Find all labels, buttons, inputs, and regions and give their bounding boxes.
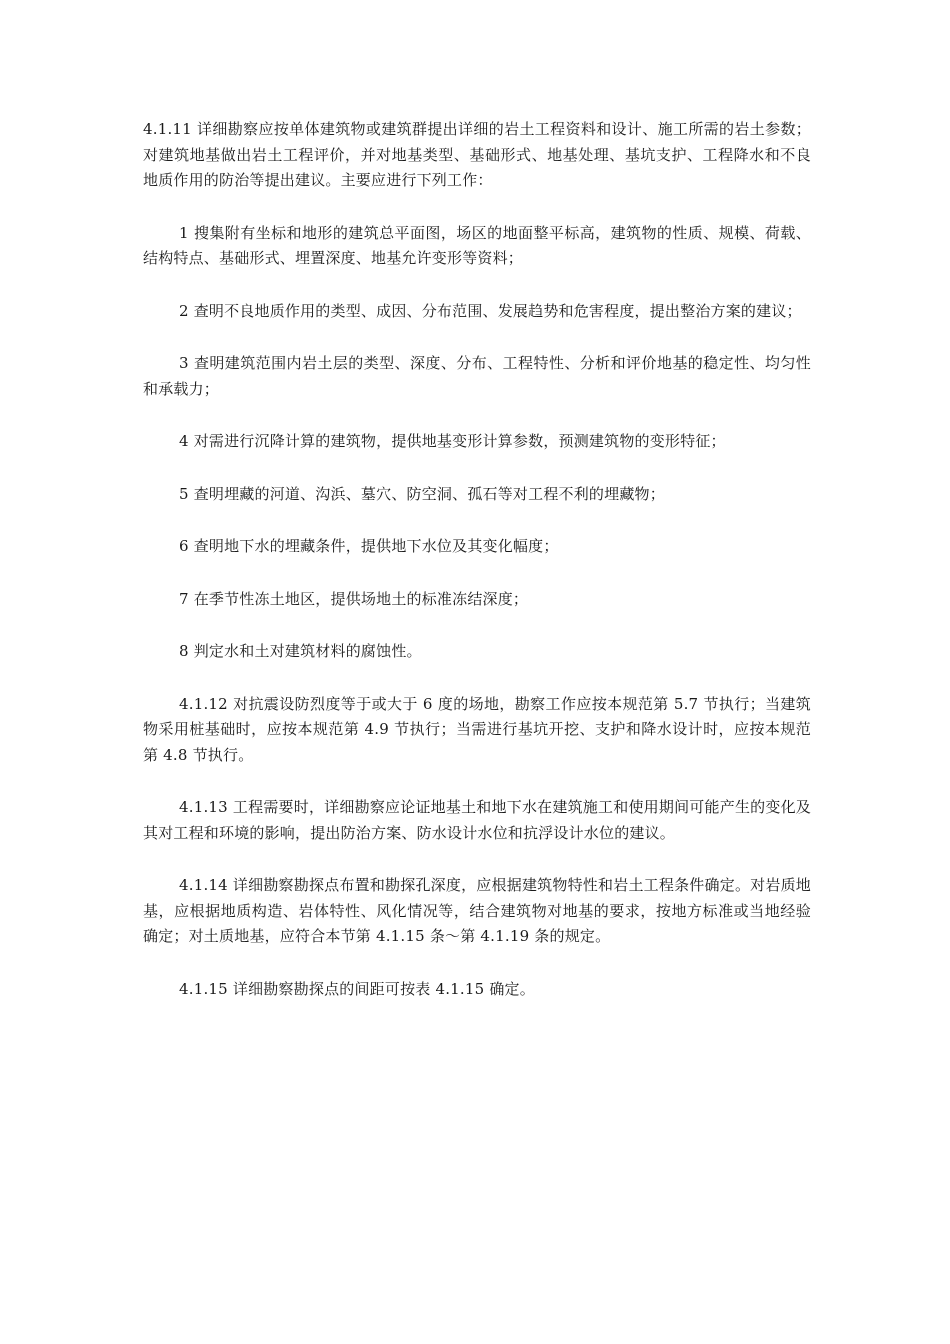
clause-4-1-15: 4.1.15 详细勘察勘探点的间距可按表 4.1.15 确定。: [179, 979, 535, 998]
list-item-4: 4 对需进行沉降计算的建筑物，提供地基变形计算参数，预测建筑物的变形特征；: [179, 432, 726, 450]
list-item-8: 8 判定水和土对建筑材料的腐蚀性。: [179, 642, 422, 660]
document-body: [143, 117, 811, 1029]
clause-4-1-11: 4.1.11 详细勘察应按单体建筑物或建筑群提出详细的岩土工程资料和设计、施工所需的岩土参数；对建筑地基做出岩土工程评价，并对地基类型、基础形式、地基处理、基坑支护、工程降水和不良地质作用的防治等提出建议。主要应进行下列工作：: [143, 120, 811, 189]
clause-4-1-12: 4.1.12 对抗震设防烈度等于或大于 6 度的场地，勘察工作应按本规范第 5.7 节执行；当建筑物采用桩基础时，应按本规范第 4.9 节执行；当需进行基坑开挖、支护和降水设计时，应按本规范第 4.8 节执行。: [143, 694, 811, 764]
list-item-3: 3 查明建筑范围内岩土层的类型、深度、分布、工程特性、分析和评价地基的稳定性、均匀性和承载力；: [143, 354, 811, 398]
list-item-7: 7 在季节性冻土地区，提供场地土的标准冻结深度；: [179, 589, 529, 608]
list-item-1: 1 搜集附有坐标和地形的建筑总平面图，场区的地面整平标高，建筑物的性质、规模、荷载、结构特点、基础形式、埋置深度、地基允许变形等资料；: [143, 223, 811, 267]
clause-4-1-14: 4.1.14 详细勘察勘探点布置和勘探孔深度，应根据建筑物特性和岩土工程条件确定。对岩质地基，应根据地质构造、岩体特性、风化情况等，结合建筑物对地基的要求，按地方标准或当地经验确定；对土质地基，应符合本节第 4.1.15 条～第 4.1.19 条的规定。: [143, 876, 811, 945]
list-item-5: 5 查明埋藏的河道、沟浜、墓穴、防空洞、孤石等对工程不利的埋藏物；: [179, 484, 665, 503]
list-item-6: 6 查明地下水的埋藏条件，提供地下水位及其变化幅度；: [179, 537, 559, 555]
clause-4-1-13: 4.1.13 工程需要时，详细勘察应论证地基土和地下水在建筑施工和使用期间可能产生的变化及其对工程和环境的影响，提出防治方案、防水设计水位和抗浮设计水位的建议。: [143, 798, 811, 842]
list-item-2: 2 查明不良地质作用的类型、成因、分布范围、发展趋势和危害程度，提出整治方案的建议；: [179, 301, 802, 320]
